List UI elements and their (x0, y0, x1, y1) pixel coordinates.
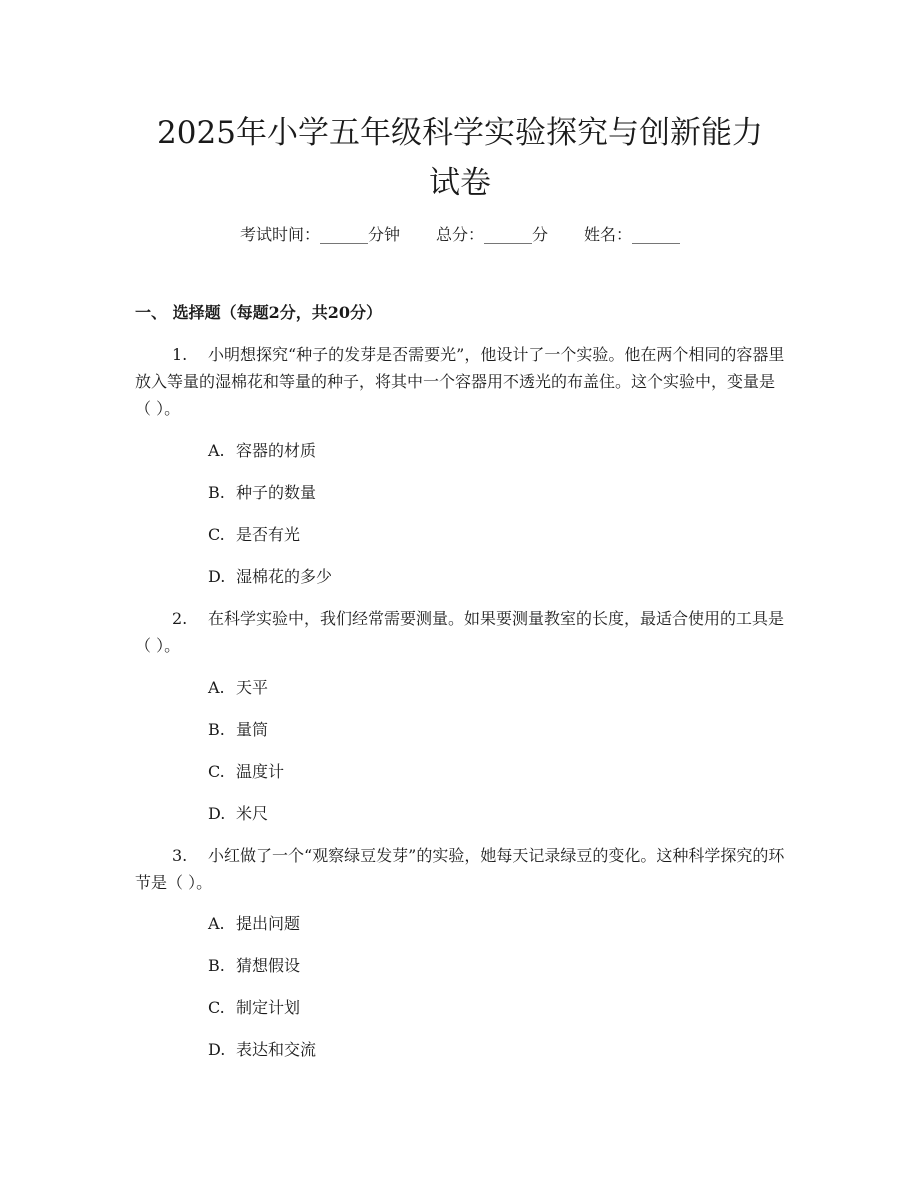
question-1 (135, 341, 785, 422)
question-3 (135, 842, 785, 896)
option-letter: C. (208, 998, 225, 1017)
option-letter: A. (208, 914, 225, 933)
option-3b (208, 955, 300, 977)
option-letter: D. (208, 567, 226, 586)
exam-title (120, 108, 800, 208)
question-text: 小红做了一个“观察绿豆发芽”的实验，她每天记录绿豆的变化。这种科学探究的环节是（ ）。 (135, 846, 785, 892)
section-heading-choice: 一、 选择题（每题2分，共20分） (135, 303, 382, 322)
option-letter: D. (208, 1040, 226, 1059)
option-text: 表达和交流 (236, 1040, 317, 1059)
option-letter: A. (208, 678, 225, 697)
question-number: 2. (172, 609, 188, 628)
option-text: 种子的数量 (236, 483, 317, 502)
option-letter: D. (208, 804, 226, 823)
option-letter: B. (208, 956, 225, 975)
total-score-field: 总分：______分 (435, 225, 548, 244)
option-text: 温度计 (236, 762, 285, 781)
option-3a (208, 913, 300, 935)
question-number: 1. (172, 345, 188, 364)
student-name-field: 姓名：______ (584, 225, 681, 244)
option-1c (208, 524, 300, 546)
option-text: 制定计划 (236, 998, 301, 1017)
option-letter: B. (208, 720, 225, 739)
option-1a (208, 440, 316, 462)
option-2c (208, 761, 284, 783)
option-text: 容器的材质 (236, 441, 317, 460)
exam-title-line2: 试卷 (429, 165, 491, 201)
option-text: 湿棉花的多少 (236, 567, 333, 586)
option-text: 天平 (236, 678, 269, 697)
question-2 (135, 605, 785, 659)
option-3c (208, 997, 300, 1019)
option-2a (208, 677, 268, 699)
option-text: 是否有光 (236, 525, 301, 544)
question-number: 3. (172, 846, 188, 865)
option-2d (208, 803, 268, 825)
option-text: 提出问题 (236, 914, 301, 933)
option-text: 米尺 (236, 804, 269, 823)
option-1d (208, 566, 332, 588)
exam-title-line1: 2025年小学五年级科学实验探究与创新能力 (157, 115, 763, 151)
option-letter: C. (208, 762, 225, 781)
exam-meta (0, 224, 920, 246)
option-letter: B. (208, 483, 225, 502)
option-1b (208, 482, 316, 504)
option-letter: A. (208, 441, 225, 460)
option-2b (208, 719, 268, 741)
exam-time-field: 考试时间：______分钟 (239, 225, 400, 244)
option-letter: C. (208, 525, 225, 544)
question-text: 小明想探究“种子的发芽是否需要光”，他设计了一个实验。他在两个相同的容器里放入等量的湿棉花和等量的种子，将其中一个容器用不透光的布盖住。这个实验中，变量是（ ）。 (135, 345, 785, 418)
option-text: 猜想假设 (236, 956, 301, 975)
option-3d (208, 1039, 316, 1061)
option-text: 量筒 (236, 720, 269, 739)
question-text: 在科学实验中，我们经常需要测量。如果要测量教室的长度，最适合使用的工具是（ ）。 (135, 609, 785, 655)
